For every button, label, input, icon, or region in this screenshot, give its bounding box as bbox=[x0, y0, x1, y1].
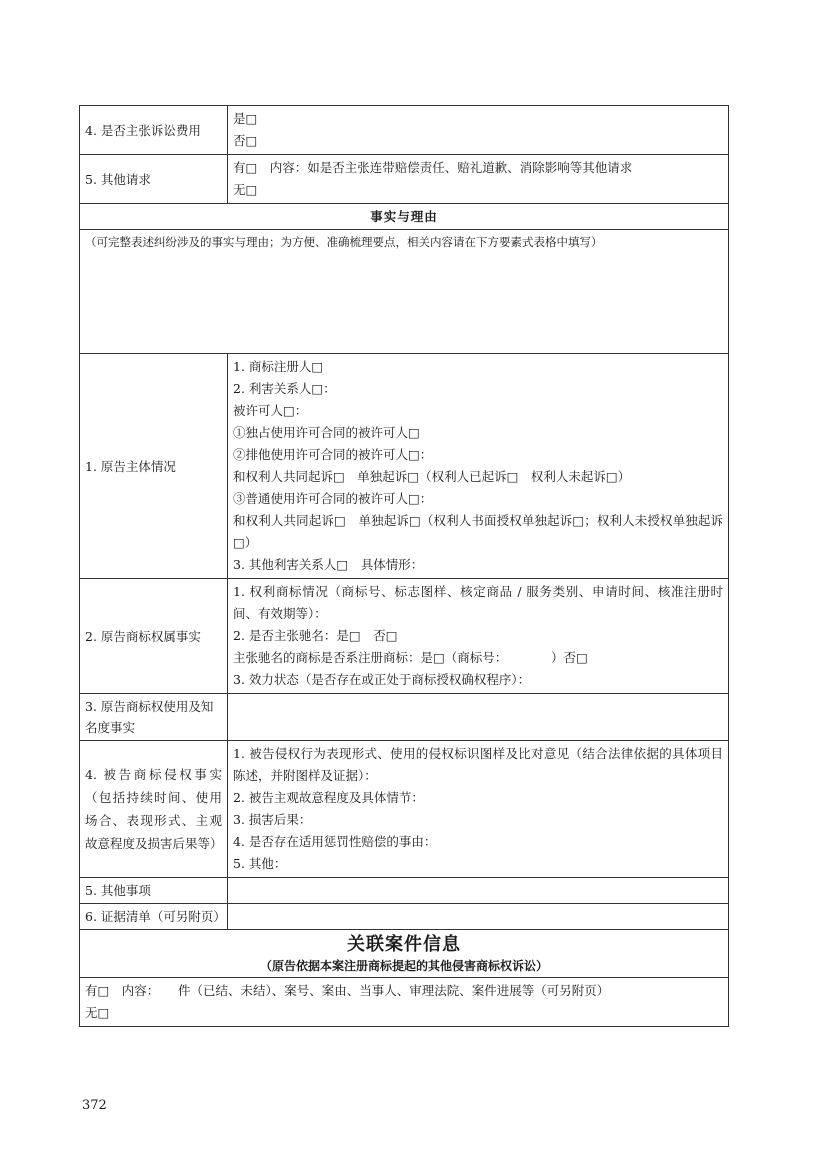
section-header-row bbox=[80, 204, 729, 230]
line-item: 4. 是否存在适用惩罚性赔偿的事由： bbox=[233, 834, 437, 849]
section-title-facts: 事实与理由 bbox=[80, 204, 729, 230]
row-content-trademark-use[interactable] bbox=[228, 694, 729, 741]
row-content-plaintiff-status[interactable] bbox=[228, 354, 729, 579]
row-content-other-claims bbox=[228, 155, 729, 204]
table-row bbox=[80, 878, 729, 904]
section-subtitle-related-cases: （原告依据本案注册商标提起的其他侵害商标权诉讼） bbox=[259, 959, 548, 973]
option-none[interactable]: 无□ bbox=[233, 182, 258, 197]
facts-description-row bbox=[80, 230, 729, 354]
option-none[interactable]: 无□ bbox=[85, 1005, 110, 1020]
row-label-trademark-use: 3. 原告商标权使用及知名度事实 bbox=[80, 694, 228, 741]
table-row bbox=[80, 579, 729, 694]
table-row bbox=[80, 741, 729, 878]
row-content-litigation-costs bbox=[228, 106, 729, 155]
related-cases-content[interactable] bbox=[80, 978, 729, 1027]
table-row bbox=[80, 155, 729, 204]
line-item: ①独占使用许可合同的被许可人□ bbox=[233, 425, 420, 440]
line-item: 3. 效力状态（是否存在或正处于商标授权确权程序）： bbox=[233, 672, 531, 687]
table-row bbox=[80, 694, 729, 741]
page-number: 372 bbox=[82, 1098, 107, 1113]
line-item: ②排他使用许可合同的被许可人□： bbox=[233, 447, 433, 462]
line-item: ③普通使用许可合同的被许可人□： bbox=[233, 491, 433, 506]
related-cases-header bbox=[80, 930, 729, 978]
option-has[interactable]: 有□ 内容： 件（已结、未结）、案号、案由、当事人、审理法院、案件进展等（可另附页） bbox=[85, 983, 610, 998]
row-content-other-matters[interactable] bbox=[228, 878, 729, 904]
row-content-infringement-facts[interactable] bbox=[228, 741, 729, 878]
table-row bbox=[80, 904, 729, 930]
line-item: 1. 被告侵权行为表现形式、使用的侵权标识图样及比对意见（结合法律依据的具体项目陈述，并附图样及证据）： bbox=[233, 746, 723, 783]
section-header-row bbox=[80, 930, 729, 978]
line-item: 2. 是否主张驰名：是□ 否□ bbox=[233, 628, 398, 643]
row-label-trademark-ownership: 2. 原告商标权属事实 bbox=[80, 579, 228, 694]
row-label-evidence-list: 6. 证据清单（可另附页） bbox=[80, 904, 228, 930]
section-title-related-cases: 关联案件信息 bbox=[347, 934, 461, 955]
table-row bbox=[80, 978, 729, 1027]
option-yes[interactable]: 是□ bbox=[233, 111, 258, 126]
row-content-trademark-ownership[interactable] bbox=[228, 579, 729, 694]
option-no[interactable]: 否□ bbox=[233, 133, 258, 148]
line-item: 1. 商标注册人□ bbox=[233, 359, 324, 374]
row-label-other-claims: 5. 其他请求 bbox=[80, 155, 228, 204]
table-row bbox=[80, 354, 729, 579]
row-label-litigation-costs: 4. 是否主张诉讼费用 bbox=[80, 106, 228, 155]
line-item: 5. 其他： bbox=[233, 856, 287, 871]
line-item: 2. 利害关系人□： bbox=[233, 381, 336, 396]
row-label-plaintiff-status: 1. 原告主体情况 bbox=[80, 354, 228, 579]
line-item: 和权利人共同起诉□ 单独起诉□（权利人书面授权单独起诉□；权利人未授权单独起诉□） bbox=[233, 513, 723, 550]
row-label-infringement-facts: 4. 被告商标侵权事实（包括持续时间、使用场合、表现形式、主观故意程度及损害后果等） bbox=[80, 741, 228, 878]
line-item: 3. 其他利害关系人□ 具体情形： bbox=[233, 557, 424, 572]
line-item: 2. 被告主观故意程度及具体情节： bbox=[233, 790, 424, 805]
line-item: 主张驰名的商标是否系注册商标：是□（商标号： ）否□ bbox=[233, 650, 588, 665]
line-item: 被许可人□： bbox=[233, 403, 308, 418]
option-has[interactable]: 有□ 内容：如是否主张连带赔偿责任、赔礼道歉、消除影响等其他请求 bbox=[233, 160, 633, 175]
line-item: 3. 损害后果： bbox=[233, 812, 312, 827]
row-label-other-matters: 5. 其他事项 bbox=[80, 878, 228, 904]
line-item: 和权利人共同起诉□ 单独起诉□（权利人已起诉□ 权利人未起诉□） bbox=[233, 469, 631, 484]
row-content-evidence-list[interactable] bbox=[228, 904, 729, 930]
line-item: 1. 权利商标情况（商标号、标志图样、核定商品 / 服务类别、申请时间、核准注册时间、有效期等）： bbox=[233, 584, 723, 621]
complaint-form-table bbox=[79, 105, 729, 1027]
facts-description[interactable]: （可完整表述纠纷涉及的事实与理由；为方便、准确梳理要点，相关内容请在下方要素式表格中填写） bbox=[80, 230, 729, 354]
table-row bbox=[80, 106, 729, 155]
